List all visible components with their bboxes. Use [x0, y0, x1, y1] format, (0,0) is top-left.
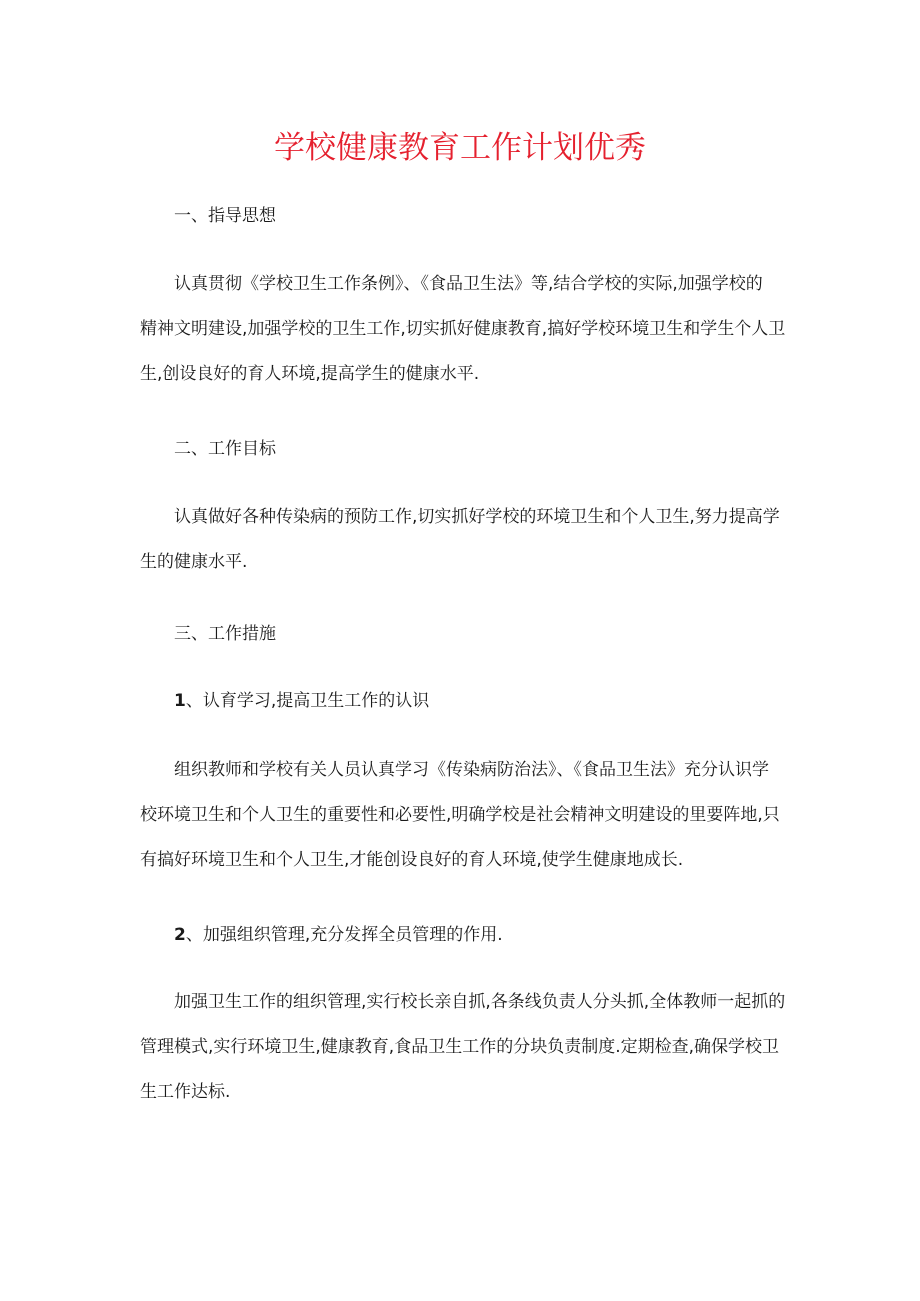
paragraph-work-goals — [140, 495, 786, 585]
paragraph-line: 生的健康水平. — [140, 552, 248, 572]
paragraph-line: 生,创设良好的育人环境,提高学生的健康水平. — [140, 364, 480, 384]
paragraph-line: 精神文明建设,加强学校的卫生工作,切实抓好健康教育,搞好学校环境卫生和学生个人卫 — [140, 319, 786, 339]
paragraph-line: 认真贯彻《学校卫生工作条例》、《食品卫生法》等,结合学校的实际,加强学校的 — [174, 274, 763, 294]
paragraph-line: 校环境卫生和个人卫生的重要性和必要性,明确学校是社会精神文明建设的里要阵地,只 — [140, 805, 780, 825]
section-heading-guiding-thought: 一、指导思想 — [174, 206, 276, 226]
measure-number: 1 — [174, 691, 186, 711]
paragraph-line: 生工作达标. — [140, 1082, 231, 1102]
paragraph-line: 认真做好各种传染病的预防工作,切实抓好学校的环境卫生和个人卫生,努力提高学 — [174, 507, 780, 527]
section-heading-work-goals: 二、工作目标 — [174, 439, 276, 459]
measure-heading-2 — [174, 923, 503, 947]
measure-heading-text: 、加强组织管理,充分发挥全员管理的作用. — [185, 925, 503, 945]
paragraph-line: 管理模式,实行环境卫生,健康教育,食品卫生工作的分块负责制度.定期检查,确保学校卫 — [140, 1037, 780, 1057]
paragraph-line: 有搞好环境卫生和个人卫生,才能创设良好的育人环境,使学生健康地成长. — [140, 850, 684, 870]
paragraph-line: 加强卫生工作的组织管理,实行校长亲自抓,各条线负责人分头抓,全体教师一起抓的 — [174, 992, 786, 1012]
paragraph-measure-2 — [140, 980, 786, 1115]
measure-number: 2 — [174, 925, 186, 945]
measure-heading-text: 、认育学习,提高卫生工作的认识 — [185, 691, 430, 711]
paragraph-measure-1 — [140, 748, 786, 883]
paragraph-line: 组织教师和学校有关人员认真学习《传染病防治法》、《食品卫生法》充分认识学 — [174, 760, 769, 780]
section-heading-work-measures: 三、工作措施 — [174, 624, 276, 644]
paragraph-guiding-thought — [140, 262, 786, 397]
document-title: 学校健康教育工作计划优秀 — [274, 130, 646, 166]
measure-heading-1 — [174, 689, 429, 713]
